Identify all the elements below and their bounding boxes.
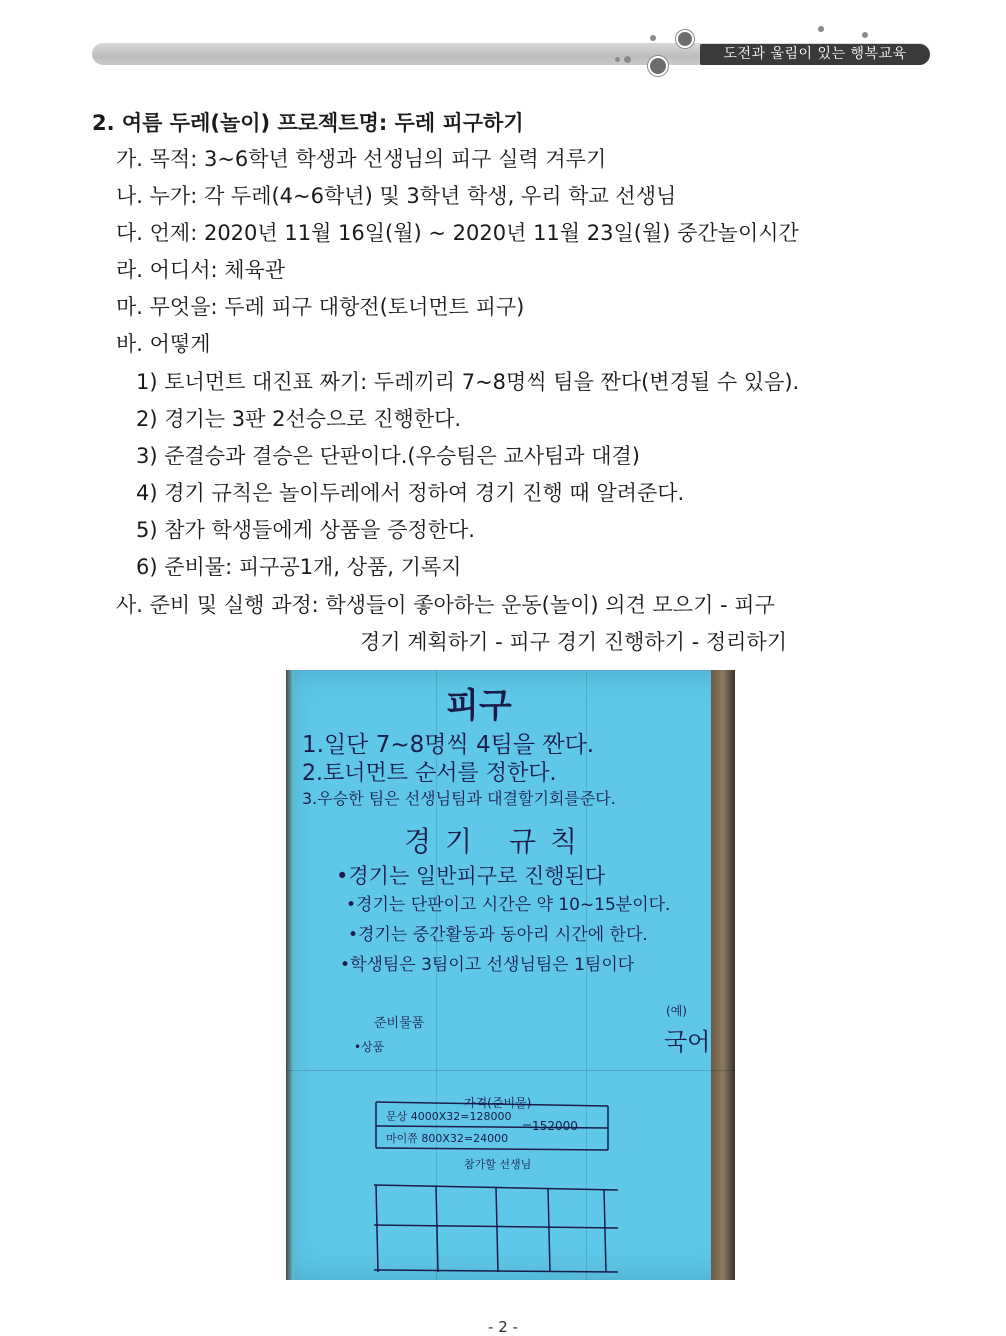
- header-dot: [862, 32, 868, 38]
- rule-item: •경기는 중간활동과 동아리 시간에 한다.: [348, 925, 648, 945]
- note-example: (예): [666, 1004, 687, 1018]
- header-dot: [676, 30, 694, 48]
- note-kor: 국어: [664, 1028, 711, 1056]
- item-who: 나. 누가: 각 두레(4~6학년) 및 3학년 학생, 우리 학교 선생님: [116, 184, 677, 208]
- handwritten-table: [286, 670, 735, 1280]
- price-line: 문상 4000X32=128000: [386, 1110, 512, 1123]
- rule-item: •학생팀은 3팀이고 선생님팀은 1팀이다: [340, 955, 635, 975]
- poster-line: 1.일단 7~8명씩 4팀을 짠다.: [302, 732, 595, 758]
- how-step: 1) 토너먼트 대진표 짜기: 두레끼리 7~8명씩 팀을 짠다(변경될 수 있음).: [136, 370, 800, 394]
- page-number: - 2 -: [488, 1318, 518, 1336]
- prep-label: 준비물품: [374, 1016, 425, 1031]
- price-title: 가격(준비물): [464, 1096, 532, 1110]
- poster-line: 2.토너먼트 순서를 정한다.: [302, 761, 557, 786]
- item-process: 사. 준비 및 실행 과정: 학생들이 좋아하는 운동(놀이) 의견 모으기 - 피구: [116, 593, 775, 617]
- item-purpose: 가. 목적: 3~6학년 학생과 선생님의 피구 실력 겨루기: [116, 147, 607, 171]
- item-where: 라. 어디서: 체육관: [116, 258, 286, 282]
- rules-title: 경기 규칙: [404, 825, 592, 858]
- poster-title: 피구: [446, 686, 512, 726]
- header-dot: [624, 56, 631, 63]
- poster-line: 3.우승한 팀은 선생님팀과 대결할기회를준다.: [302, 789, 616, 808]
- how-step: 2) 경기는 3판 2선승으로 진행한다.: [136, 407, 462, 431]
- teacher-label: 참가할 선생님: [464, 1158, 532, 1171]
- item-how: 바. 어떻게: [116, 332, 211, 356]
- header-dot: [648, 56, 668, 76]
- rule-item: •경기는 단판이고 시간은 약 10~15분이다.: [346, 895, 671, 915]
- header-dot: [615, 57, 620, 62]
- item-what: 마. 무엇을: 두레 피구 대항전(토너먼트 피구): [116, 295, 525, 319]
- section-title: 2. 여름 두레(놀이) 프로젝트명: 두레 피구하기: [92, 111, 524, 135]
- rule-item: •경기는 일반피구로 진행된다: [336, 864, 606, 888]
- price-line: 마이쮸 800X32=24000: [386, 1132, 509, 1145]
- how-step: 6) 준비물: 피구공1개, 상품, 기록지: [136, 555, 462, 579]
- price-total: =152000: [522, 1119, 578, 1133]
- how-step: 4) 경기 규칙은 놀이두레에서 정하여 경기 진행 때 알려준다.: [136, 481, 685, 505]
- item-when: 다. 언제: 2020년 11월 16일(월) ~ 2020년 11월 23일(월) 중간놀이시간: [116, 221, 799, 245]
- header-dot: [818, 26, 824, 32]
- poster-photo: [286, 670, 735, 1280]
- item-process-continued: 경기 계획하기 - 피구 경기 진행하기 - 정리하기: [360, 630, 788, 654]
- how-step: 5) 참가 학생들에게 상품을 증정한다.: [136, 518, 475, 542]
- header-slogan: 도전과 울림이 있는 행복교육: [700, 44, 930, 65]
- header-dot: [650, 35, 656, 41]
- how-step: 3) 준결승과 결승은 단판이다.(우승팀은 교사팀과 대결): [136, 444, 640, 468]
- prize-label: •상품: [354, 1040, 385, 1054]
